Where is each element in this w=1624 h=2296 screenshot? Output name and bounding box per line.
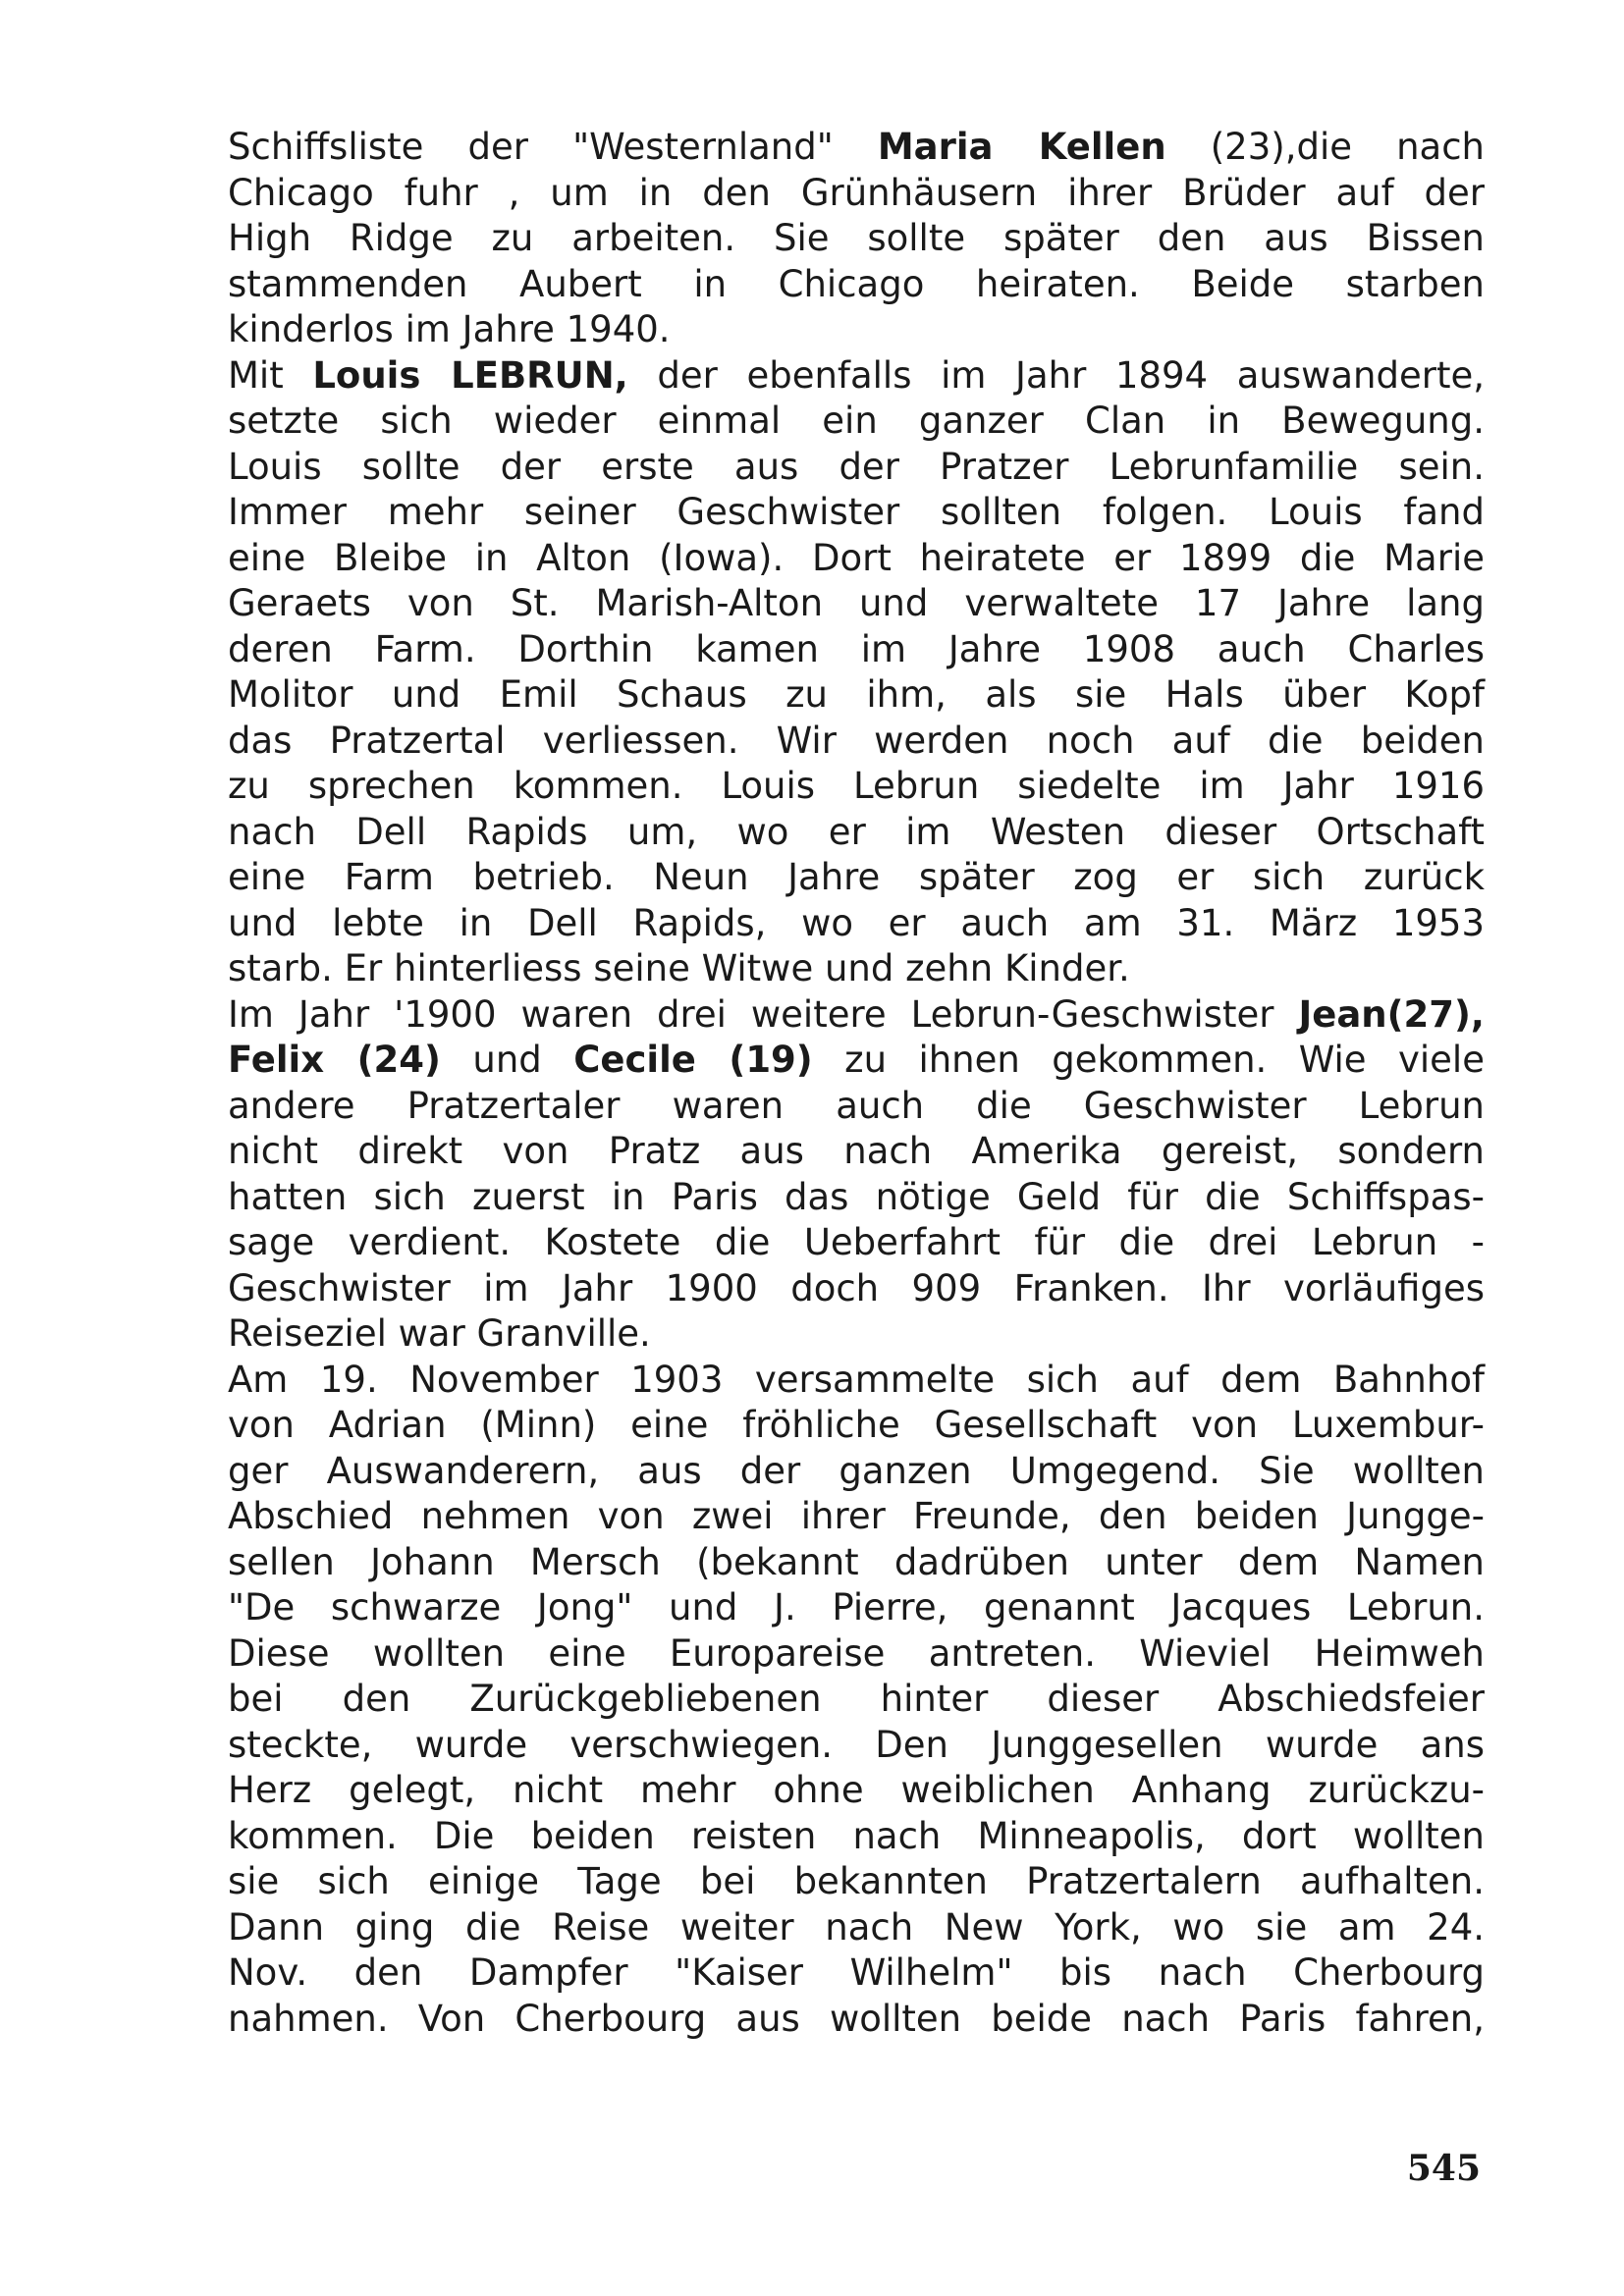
bold-name: Cecile (19) [573,1039,813,1081]
bold-name: Maria Kellen [877,126,1166,168]
text-run: Geschwister im Jahr 1900 doch 909 Franken. Ihr vorläufiges [228,1266,1485,1309]
text-line [228,353,1485,400]
text-run: Abschied nehmen von zwei ihrer Freunde, den beiden Jungge- [228,1495,1485,1537]
text-line [228,672,1485,719]
text-run: deren Farm. Dorthin kamen im Jahre 1908 auch Charles [228,627,1485,670]
text-run: andere Pratzertaler waren auch die Geschwister Lebrun [228,1084,1485,1127]
text-run: von Adrian (Minn) eine fröhliche Gesellschaft von Luxembur- [228,1404,1485,1446]
text-run: kinderlos im Jahre 1940. [228,308,671,350]
text-run: der ebenfalls im Jahr 1894 auswanderte, [627,353,1485,397]
text-line [228,1449,1485,1495]
bold-name: Louis LEBRUN, [312,353,628,397]
text-run: (23),die nach [1165,126,1485,168]
text-run: zu sprechen kommen. Louis Lebrun siedelte im Jahr 1916 [228,765,1485,807]
bold-name: Felix (24) [228,1039,441,1081]
text-run: Chicago fuhr , um in den Grünhäusern ihrer Brüder auf der [228,171,1485,214]
text-line [228,1220,1485,1266]
text-run: nach Dell Rapids um, wo er im Westen dieser Ortschaft [228,810,1485,853]
text-run: kommen. Die beiden reisten nach Minneapolis, dort wollten [228,1814,1485,1857]
text-run: hatten sich zuerst in Paris das nötige Geld für die Schiffspas- [228,1175,1485,1218]
text-line [228,262,1485,308]
text-line [228,1084,1485,1130]
text-line [228,1585,1485,1631]
text-run: eine Farm betrieb. Neun Jahre später zog er sich zurück [228,856,1485,898]
text-line [228,445,1485,491]
text-line [228,1997,1485,2043]
text-run: Nov. den Dampfer "Kaiser Wilhelm" bis nach Cherbourg [228,1951,1485,1994]
text-line [228,536,1485,582]
text-line [228,764,1485,810]
text-line [228,490,1485,536]
text-line [228,946,1485,992]
text-line [228,810,1485,856]
text-run: Diese wollten eine Europareise antreten. Wieviel Heimweh [228,1631,1485,1675]
text-line [228,1859,1485,1905]
text-run: setzte sich wieder einmal ein ganzer Clan in Bewegung. [228,400,1485,442]
text-line [228,1266,1485,1312]
body-text [228,125,1485,2042]
text-line [228,1129,1485,1175]
text-run: Dann ging die Reise weiter nach New York, wo sie am 24. [228,1905,1485,1949]
page-number: 545 [1406,2148,1481,2189]
text-line [228,1905,1485,1951]
text-line [228,901,1485,947]
text-line [228,216,1485,262]
text-line [228,1723,1485,1769]
text-line [228,1494,1485,1540]
text-run: und lebte in Dell Rapids, wo er auch am 31. März 1953 [228,901,1485,944]
text-run: starb. Er hinterliess seine Witwe und zehn Kinder. [228,947,1130,989]
text-line [228,307,1485,353]
text-run: das Pratzertal verliessen. Wir werden noch auf die beiden [228,719,1485,762]
text-line [228,1814,1485,1860]
text-line [228,1677,1485,1723]
text-line [228,1175,1485,1221]
text-run: nahmen. Von Cherbourg aus wollten beide nach Paris fahren, [228,1997,1485,2040]
text-line [228,1950,1485,1997]
text-run: sellen Johann Mersch (bekannt dadrüben unter dem Namen [228,1540,1485,1583]
text-line [228,1768,1485,1814]
text-run: sage verdient. Kostete die Ueberfahrt für die drei Lebrun - [228,1221,1485,1263]
text-run: ger Auswanderern, aus der ganzen Umgegend. Sie wollten [228,1449,1485,1492]
text-line [228,627,1485,673]
text-line [228,1038,1485,1084]
text-run: Am 19. November 1903 versammelte sich auf dem Bahnhof [228,1358,1485,1401]
text-line [228,581,1485,627]
text-run: zu ihnen gekommen. Wie viele [812,1039,1485,1081]
text-run: bei den Zurückgebliebenen hinter dieser Abschiedsfeier [228,1678,1485,1720]
text-line [228,125,1485,171]
text-run: Immer mehr seiner Geschwister sollten folgen. Louis fand [228,491,1485,533]
text-run: nicht direkt von Pratz aus nach Amerika gereist, sondern [228,1130,1485,1172]
text-line [228,1311,1485,1358]
text-run: "De schwarze Jong" und J. Pierre, genannt Jacques Lebrun. [228,1586,1485,1629]
text-run: High Ridge zu arbeiten. Sie sollte später den aus Bissen [228,217,1485,259]
text-line [228,1358,1485,1404]
text-line [228,399,1485,445]
text-run: Reiseziel war Granville. [228,1312,651,1355]
text-run: und [440,1039,574,1081]
text-line [228,171,1485,217]
text-run: eine Bleibe in Alton (Iowa). Dort heiratete er 1899 die Marie [228,536,1485,579]
text-run: stammenden Aubert in Chicago heiraten. Beide starben [228,262,1485,305]
text-line [228,1540,1485,1586]
text-line [228,1631,1485,1678]
text-run: Molitor und Emil Schaus zu ihm, als sie Hals über Kopf [228,673,1485,716]
text-line [228,719,1485,765]
text-line [228,1403,1485,1449]
text-run: Herz gelegt, nicht mehr ohne weiblichen Anhang zurückzu- [228,1769,1485,1811]
text-run: Geraets von St. Marish-Alton und verwaltete 17 Jahre lang [228,582,1485,624]
text-run: Im Jahr '1900 waren drei weitere Lebrun-Geschwister [228,992,1299,1036]
text-run: steckte, wurde verschwiegen. Den Junggesellen wurde ans [228,1723,1485,1766]
text-run: sie sich einige Tage bei bekannten Pratzertalern aufhalten. [228,1860,1485,1902]
text-run: Mit [228,353,313,397]
text-line [228,855,1485,901]
bold-name: Jean(27), [1298,992,1485,1036]
text-line [228,992,1485,1039]
text-run: Schiffsliste der "Westernland" [228,126,878,168]
text-run: Louis sollte der erste aus der Pratzer Lebrunfamilie sein. [228,445,1485,488]
